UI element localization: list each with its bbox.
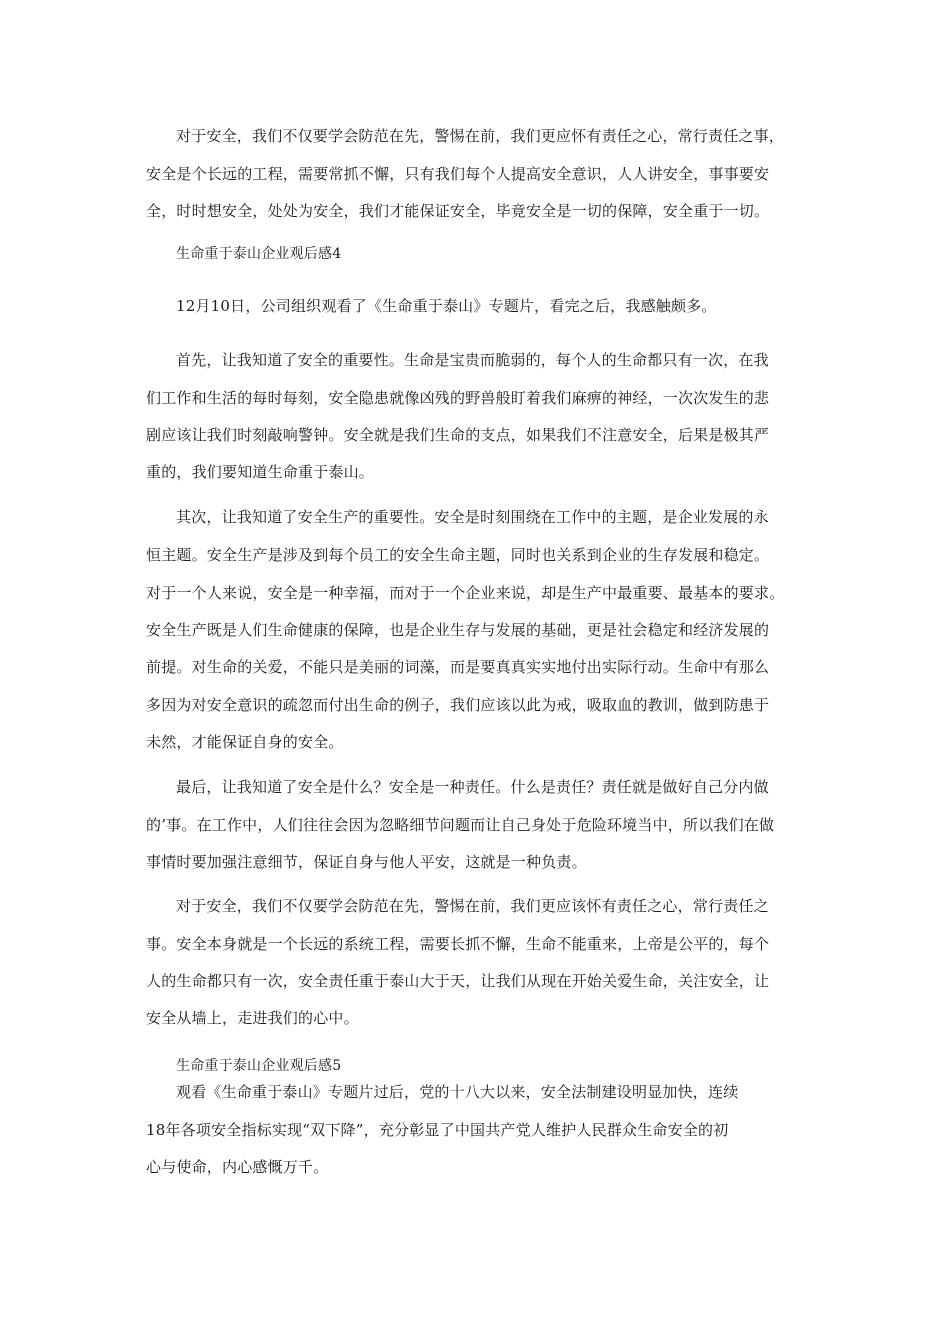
text-line: 最后，让我知道了安全是什么？安全是一种责任。什么是责任？责任就是做好自己分内做 [176,778,769,796]
text-line: 多因为对安全意识的疏忽而付出生命的例子，我们应该以此为戒，吸取血的教训，做到防患于 [146,696,770,714]
text-line: 对于一个人来说，安全是一种幸福，而对于一个企业来说，却是生产中最重要、最基本的要求。 [146,584,785,602]
text-line: 对于安全，我们不仅要学会防范在先，警惕在前，我们更应怀有责任之心，常行责任之事， [176,127,785,145]
text-line: 18年各项安全指标实现“双下降”，充分彰显了中国共产党人维护人民群众生命安全的初 [146,1121,729,1139]
text-line: 人的生命都只有一次，安全责任重于泰山大于天，让我们从现在开始关爱生命，关注安全，让 [146,972,770,990]
text-line: 对于安全，我们不仅要学会防范在先，警惕在前，我们更应该怀有责任之心，常行责任之 [176,897,769,915]
text-line: 心与使命，内心感慨万千。 [146,1158,329,1176]
text-line: 全，时时想安全，处处为安全，我们才能保证安全，毕竟安全是一切的保障，安全重于一切。 [146,202,770,220]
text-line: 事。安全本身就是一个长远的系统工程，需要长抓不懈，生命不能重来，上帝是公平的，每个 [146,935,770,953]
text-line: 安全从墙上，走进我们的心中。 [146,1009,359,1027]
text-line: 观看《生命重于泰山》专题片过后，党的十八大以来，安全法制建设明显加快，连续 [176,1083,739,1101]
text-line: 安全是个长远的工程，需要常抓不懈，只有我们每个人提高安全意识，人人讲安全，事事要安 [146,165,770,183]
section-heading: 生命重于泰山企业观后感4 [176,246,342,262]
text-line: 未然，才能保证自身的安全。 [146,733,344,751]
text-line: 事情时要加强注意细节，保证自身与他人平安，这就是一种负责。 [146,853,587,871]
text-line: 其次，让我知道了安全生产的重要性。安全是时刻围绕在工作中的主题，是企业发展的永 [176,508,769,526]
section-heading: 生命重于泰山企业观后感5 [176,1058,342,1074]
text-line: 剧应该让我们时刻敲响警钟。安全就是我们生命的支点，如果我们不注意安全，后果是极其严 [146,426,770,444]
text-line: 安全生产既是人们生命健康的保障，也是企业生存与发展的基础，更是社会稳定和经济发展的 [146,621,770,639]
text-line: 前提。对生命的关爱，不能只是美丽的词藻，而是要真真实实地付出实际行动。生命中有那么 [146,658,770,676]
text-line: 重的，我们要知道生命重于泰山。 [146,463,375,481]
text-line: 恒主题。安全生产是涉及到每个员工的安全生命主题，同时也关系到企业的生存发展和稳定。 [146,546,770,564]
text-line: 们工作和生活的每时每刻，安全隐患就像凶残的野兽般盯着我们麻痹的神经，一次次发生的悲 [146,389,770,407]
text-line: 首先，让我知道了安全的重要性。生命是宝贵而脆弱的，每个人的生命都只有一次，在我 [176,351,769,369]
text-line: 12月10日，公司组织观看了《生命重于泰山》专题片，看完之后，我感触颇多。 [176,297,717,315]
text-line: 的’事。在工作中，人们往往会因为忽略细节问题而让自己身处于危险环境当中，所以我们在做 [146,816,775,834]
